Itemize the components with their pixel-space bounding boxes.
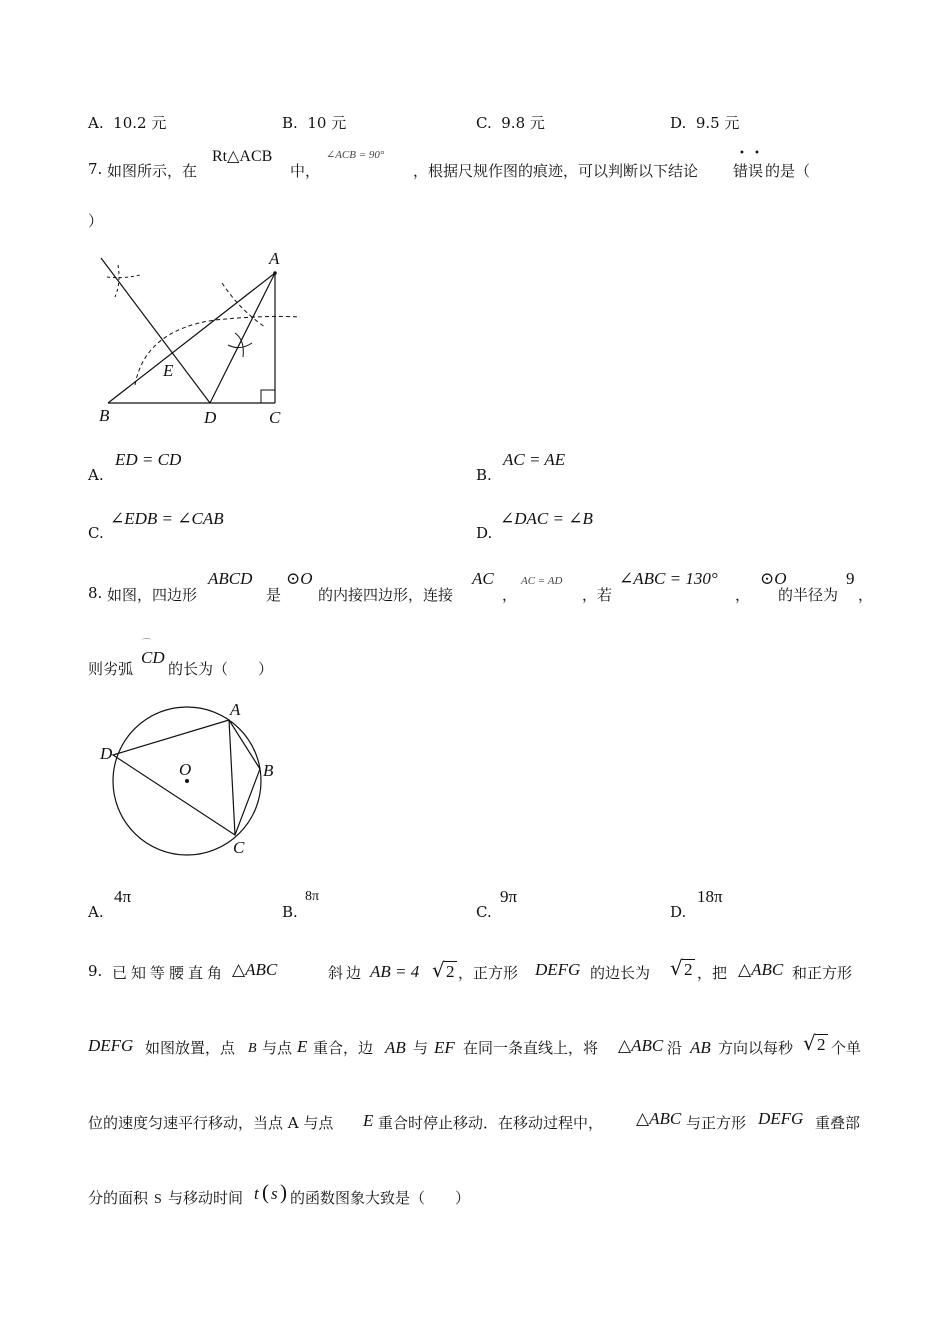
label-c: C — [269, 408, 281, 427]
emphasis-dot-icon: • — [754, 148, 760, 159]
sqrt-icon: √ — [432, 958, 445, 982]
label-e: E — [163, 361, 174, 380]
q7-text-1: 如图所示，在 — [107, 162, 198, 180]
q7-close-paren: ） — [88, 212, 104, 230]
q7-figure — [85, 245, 315, 430]
label-b: B — [263, 761, 274, 780]
segment-ad — [210, 273, 275, 403]
label-c: C — [233, 838, 245, 857]
paren-open-icon: ( — [262, 1180, 269, 1204]
label-a: A — [269, 249, 280, 268]
label-d: D — [204, 408, 217, 427]
perpendicular-line — [101, 258, 210, 403]
center-point — [185, 779, 189, 783]
sqrt-icon: √ — [803, 1031, 816, 1055]
side-ab — [108, 273, 275, 403]
q7-text-2: 中， — [290, 162, 321, 180]
label-d: D — [100, 744, 113, 763]
segment-ac — [229, 720, 235, 835]
sqrt-icon: √ — [670, 956, 683, 980]
q7-math-triangle: Rt△ACB — [212, 148, 273, 165]
q7-emphasis: 错误 — [733, 162, 764, 180]
label-b: B — [99, 406, 110, 425]
q7-text-4: 的是（ — [765, 162, 811, 180]
label-a: A — [230, 700, 241, 719]
emphasis-dot-icon: • — [739, 148, 745, 159]
construction-arc — [107, 275, 140, 278]
label-o: O — [179, 760, 192, 779]
q7-text-3: ，根据尺规作图的痕迹，可以判断以下结论 — [413, 162, 699, 180]
q7-number: 7. — [88, 160, 103, 178]
paren-close-icon: ) — [280, 1180, 287, 1204]
q6-option-c[interactable]: C. 9.8 元 — [476, 114, 545, 132]
arc-symbol-icon: ⌒ — [142, 639, 152, 649]
q7-math-angle: ∠ACB = 90° — [326, 149, 385, 161]
q6-option-b[interactable]: B. 10 元 — [282, 114, 347, 132]
q8-figure — [95, 695, 285, 865]
q6-option-a[interactable]: A. 10.2 元 — [88, 114, 167, 132]
point-a — [273, 271, 277, 275]
right-angle-icon — [261, 390, 275, 403]
q6-option-d[interactable]: D. 9.5 元 — [670, 114, 740, 132]
